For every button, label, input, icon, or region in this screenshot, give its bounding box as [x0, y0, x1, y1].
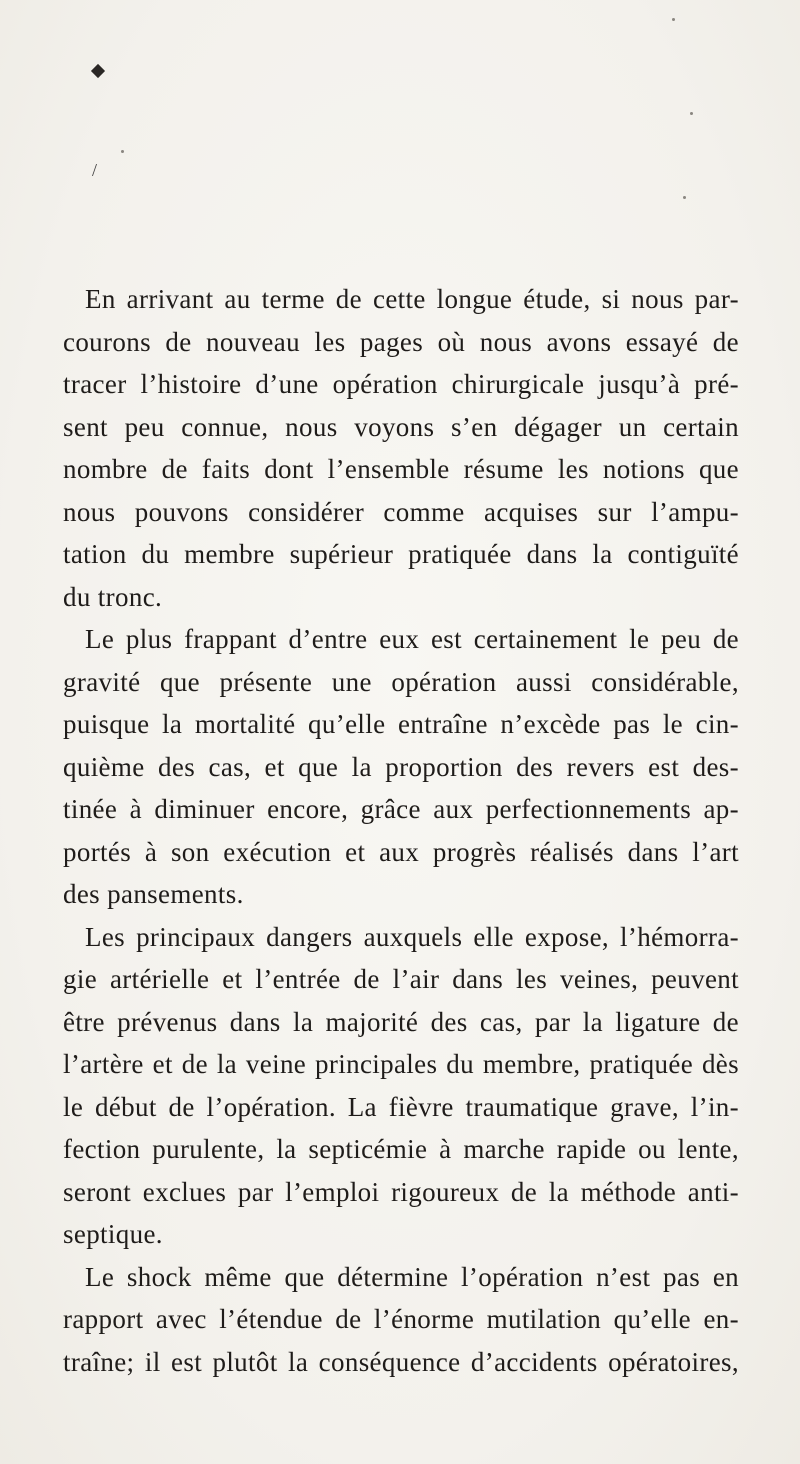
text-line: être prévenus dans la majorité des cas, par la ligature de: [63, 1006, 739, 1037]
text-line: du tronc.: [63, 581, 163, 612]
text-line: des pansements.: [63, 879, 244, 909]
text-line: rapport avec l’étendue de l’énorme mutilation qu’elle en-: [63, 1304, 739, 1334]
paper-speck: [683, 196, 686, 199]
text-line: portés à son exécution et aux progrès réalisés dans l’art: [63, 836, 739, 867]
text-line: l’artère et de la veine principales du membre, pratiquée dès: [63, 1049, 739, 1079]
text-line: sent peu connue, nous voyons s’en dégager un certain: [63, 411, 739, 442]
text-line: septique.: [63, 1219, 163, 1249]
paper-speck: [121, 150, 124, 153]
text-line: tinée à diminuer encore, grâce aux perfectionnements ap-: [63, 794, 739, 824]
text-line: le début de l’opération. La fièvre traumatique grave, l’in-: [63, 1091, 739, 1122]
text-line: nombre de faits dont l’ensemble résume les notions que: [63, 454, 739, 484]
paragraph-1: [63, 278, 739, 618]
text-line: gravité que présente une opération aussi considérable,: [63, 666, 739, 697]
text-line: puisque la mortalité qu’elle entraîne n’excède pas le cin-: [63, 709, 739, 739]
paragraph-2: [63, 618, 739, 916]
text-line: En arrivant au terme de cette longue étude, si nous par-: [85, 284, 739, 314]
text-line: tracer l’histoire d’une opération chirurgicale jusqu’à pré-: [63, 369, 739, 399]
text-line: fection purulente, la septicémie à marche rapide ou lente,: [63, 1134, 739, 1164]
text-line: Le shock même que détermine l’opération n’est pas en: [85, 1261, 739, 1292]
text-line: Les principaux dangers auxquels elle expose, l’hémorra-: [85, 921, 739, 952]
text-line: seront exclues par l’emploi rigoureux de la méthode anti-: [63, 1176, 739, 1207]
text-line: quième des cas, et que la proportion des revers est des-: [63, 751, 739, 782]
text-line: gie artérielle et l’entrée de l’air dans les veines, peuvent: [63, 964, 739, 994]
ink-spot-mark: [91, 64, 105, 78]
text-line: nous pouvons considérer comme acquises sur l’ampu-: [63, 496, 739, 527]
paper-speck: [672, 18, 675, 21]
paper-speck: [690, 112, 693, 115]
text-line: Le plus frappant d’entre eux est certainement le peu de: [85, 624, 739, 654]
body-text: [63, 278, 739, 1383]
paragraph-4: [63, 1256, 739, 1384]
text-line: tation du membre supérieur pratiquée dans la contiguïté: [63, 539, 739, 569]
slash-mark: /: [92, 160, 98, 180]
text-line: traîne; il est plutôt la conséquence d’accidents opératoires,: [63, 1346, 739, 1377]
paragraph-3: [63, 916, 739, 1256]
text-line: courons de nouveau les pages où nous avons essayé de: [63, 326, 739, 357]
